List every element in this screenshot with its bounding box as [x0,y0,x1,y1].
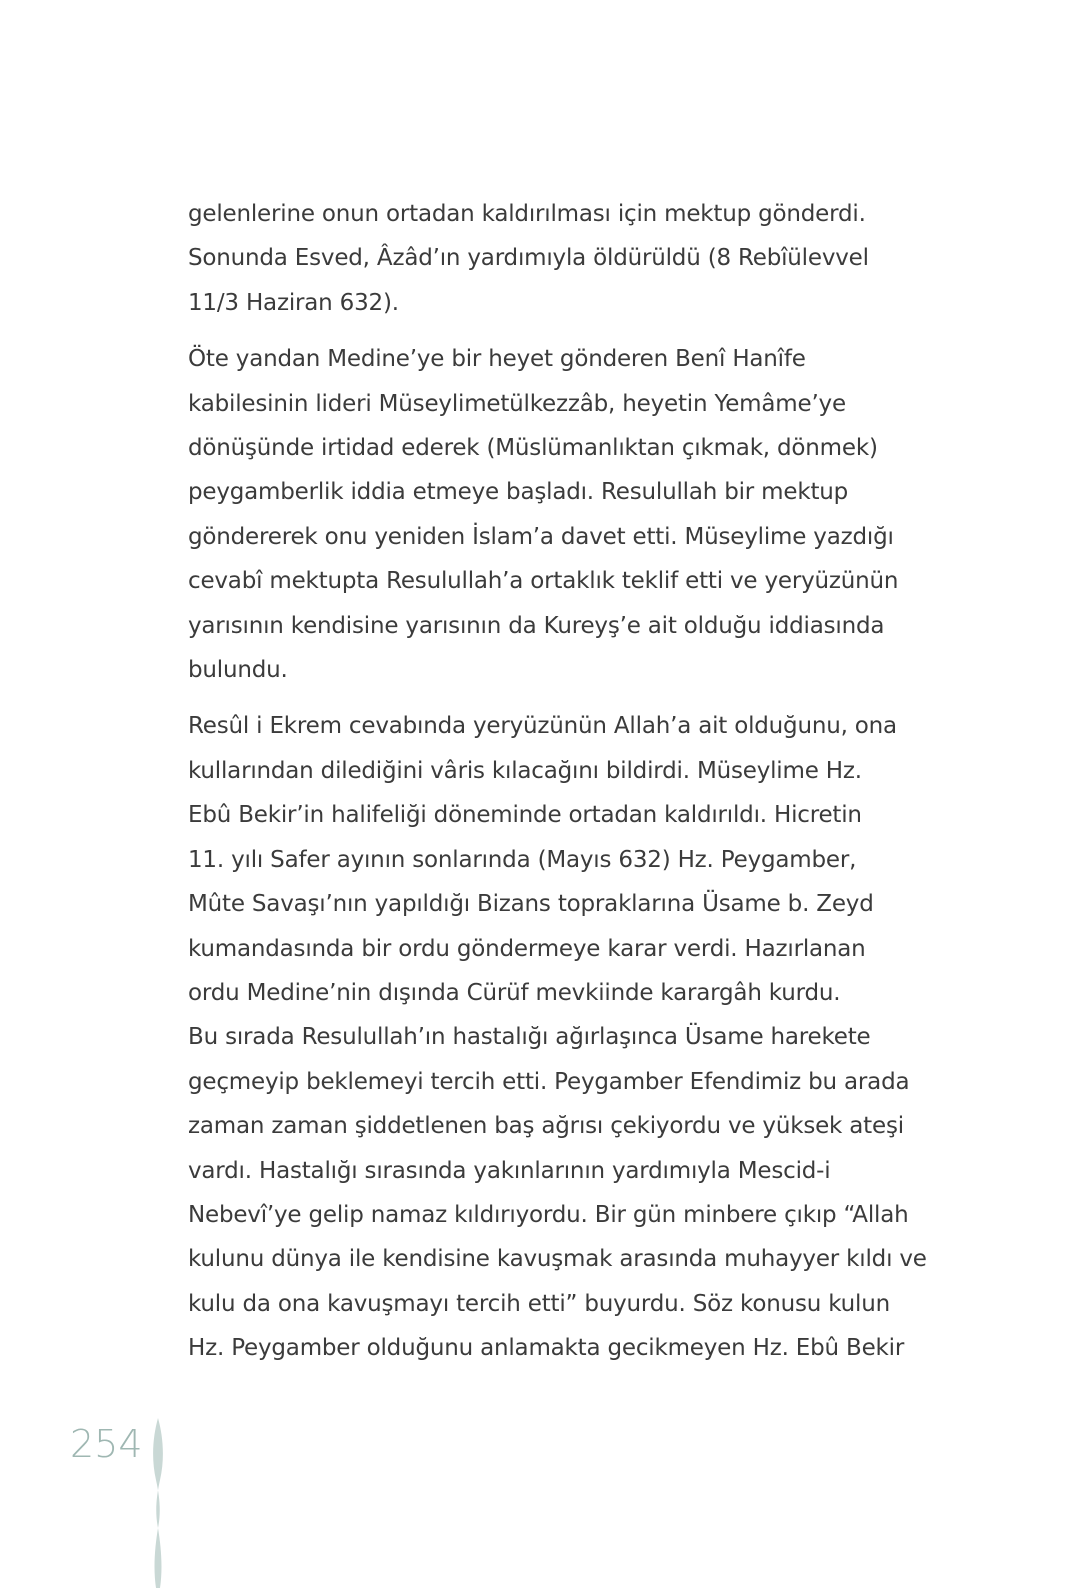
text-line: Mûte Savaşı’nın yapıldığı Bizans topraklarına Üsame b. Zeyd [188,891,874,918]
text-line: göndererek onu yeniden İslam’a davet etti. Müseylime yazdığı [188,523,894,550]
text-line: gelenlerine onun ortadan kaldırılması için mektup gönderdi. [188,201,866,227]
page-number: 254 [70,1422,143,1466]
ornament-icon [146,1418,170,1588]
paragraph-3 [188,704,927,1370]
text-line: kullarından dilediğini vâris kılacağını bildirdi. Müseylime Hz. [188,757,862,784]
text-line: bulundu. [188,657,288,684]
text-line: zaman zaman şiddetlenen baş ağrısı çekiyordu ve yüksek ateşi [188,1113,904,1140]
text-line: vardı. Hastalığı sırasında yakınlarının yardımıyla Mescid-i [188,1157,831,1184]
text-line: dönüşünde irtidad ederek (Müslümanlıktan çıkmak, dönmek) [188,435,878,462]
paragraph-spacer [188,692,888,704]
text-line: 11. yılı Safer ayının sonlarında (Mayıs 632) Hz. Peygamber, [188,846,857,873]
text-line: cevabî mektupta Resulullah’a ortaklık teklif etti ve yeryüzünün [188,568,899,595]
ornament-shape [153,1418,163,1588]
text-line: Sonunda Esved, Âzâd’ın yardımıyla öldürüldü (8 Rebîülevvel [188,245,869,272]
text-line: Ebû Bekir’in halifeliği döneminde ortadan kaldırıldı. Hicretin [188,802,862,829]
text-line: yarısının kendisine yarısının da Kureyş’e ait olduğu iddiasında [188,612,885,639]
text-line: kabilesinin lideri Müseylimetülkezzâb, heyetin Yemâme’ye [188,390,846,417]
paragraph-1 [188,192,888,325]
text-line: geçmeyip beklemeyi tercih etti. Peygamber Efendimiz bu arada [188,1068,910,1095]
text-line: Öte yandan Medine’ye bir heyet gönderen Benî Hanîfe [188,346,806,373]
text-line: Resûl i Ekrem cevabında yeryüzünün Allah’a ait olduğunu, ona [188,713,897,740]
text-line: ordu Medine’nin dışında Cürüf mevkiinde karargâh kurdu. [188,979,841,1006]
text-line: kulu da ona kavuşmayı tercih etti” buyurdu. Söz konusu kulun [188,1290,890,1317]
text-line: kulunu dünya ile kendisine kavuşmak arasında muhayyer kıldı ve [188,1246,927,1273]
text-line: Hz. Peygamber olduğunu anlamakta gecikmeyen Hz. Ebû Bekir [188,1335,905,1362]
paragraph-spacer [188,325,888,337]
text-line: peygamberlik iddia etmeye başladı. Resulullah bir mektup [188,479,849,506]
text-line: Nebevî’ye gelip namaz kıldırıyordu. Bir gün minbere çıkıp “Allah [188,1201,909,1228]
paragraph-2 [188,337,899,692]
body-text [188,192,927,1371]
text-line: kumandasında bir ordu göndermeye karar verdi. Hazırlanan [188,935,866,962]
text-line: 11/3 Haziran 632). [188,289,399,316]
text-line: Bu sırada Resulullah’ın hastalığı ağırlaşınca Üsame harekete [188,1024,871,1051]
